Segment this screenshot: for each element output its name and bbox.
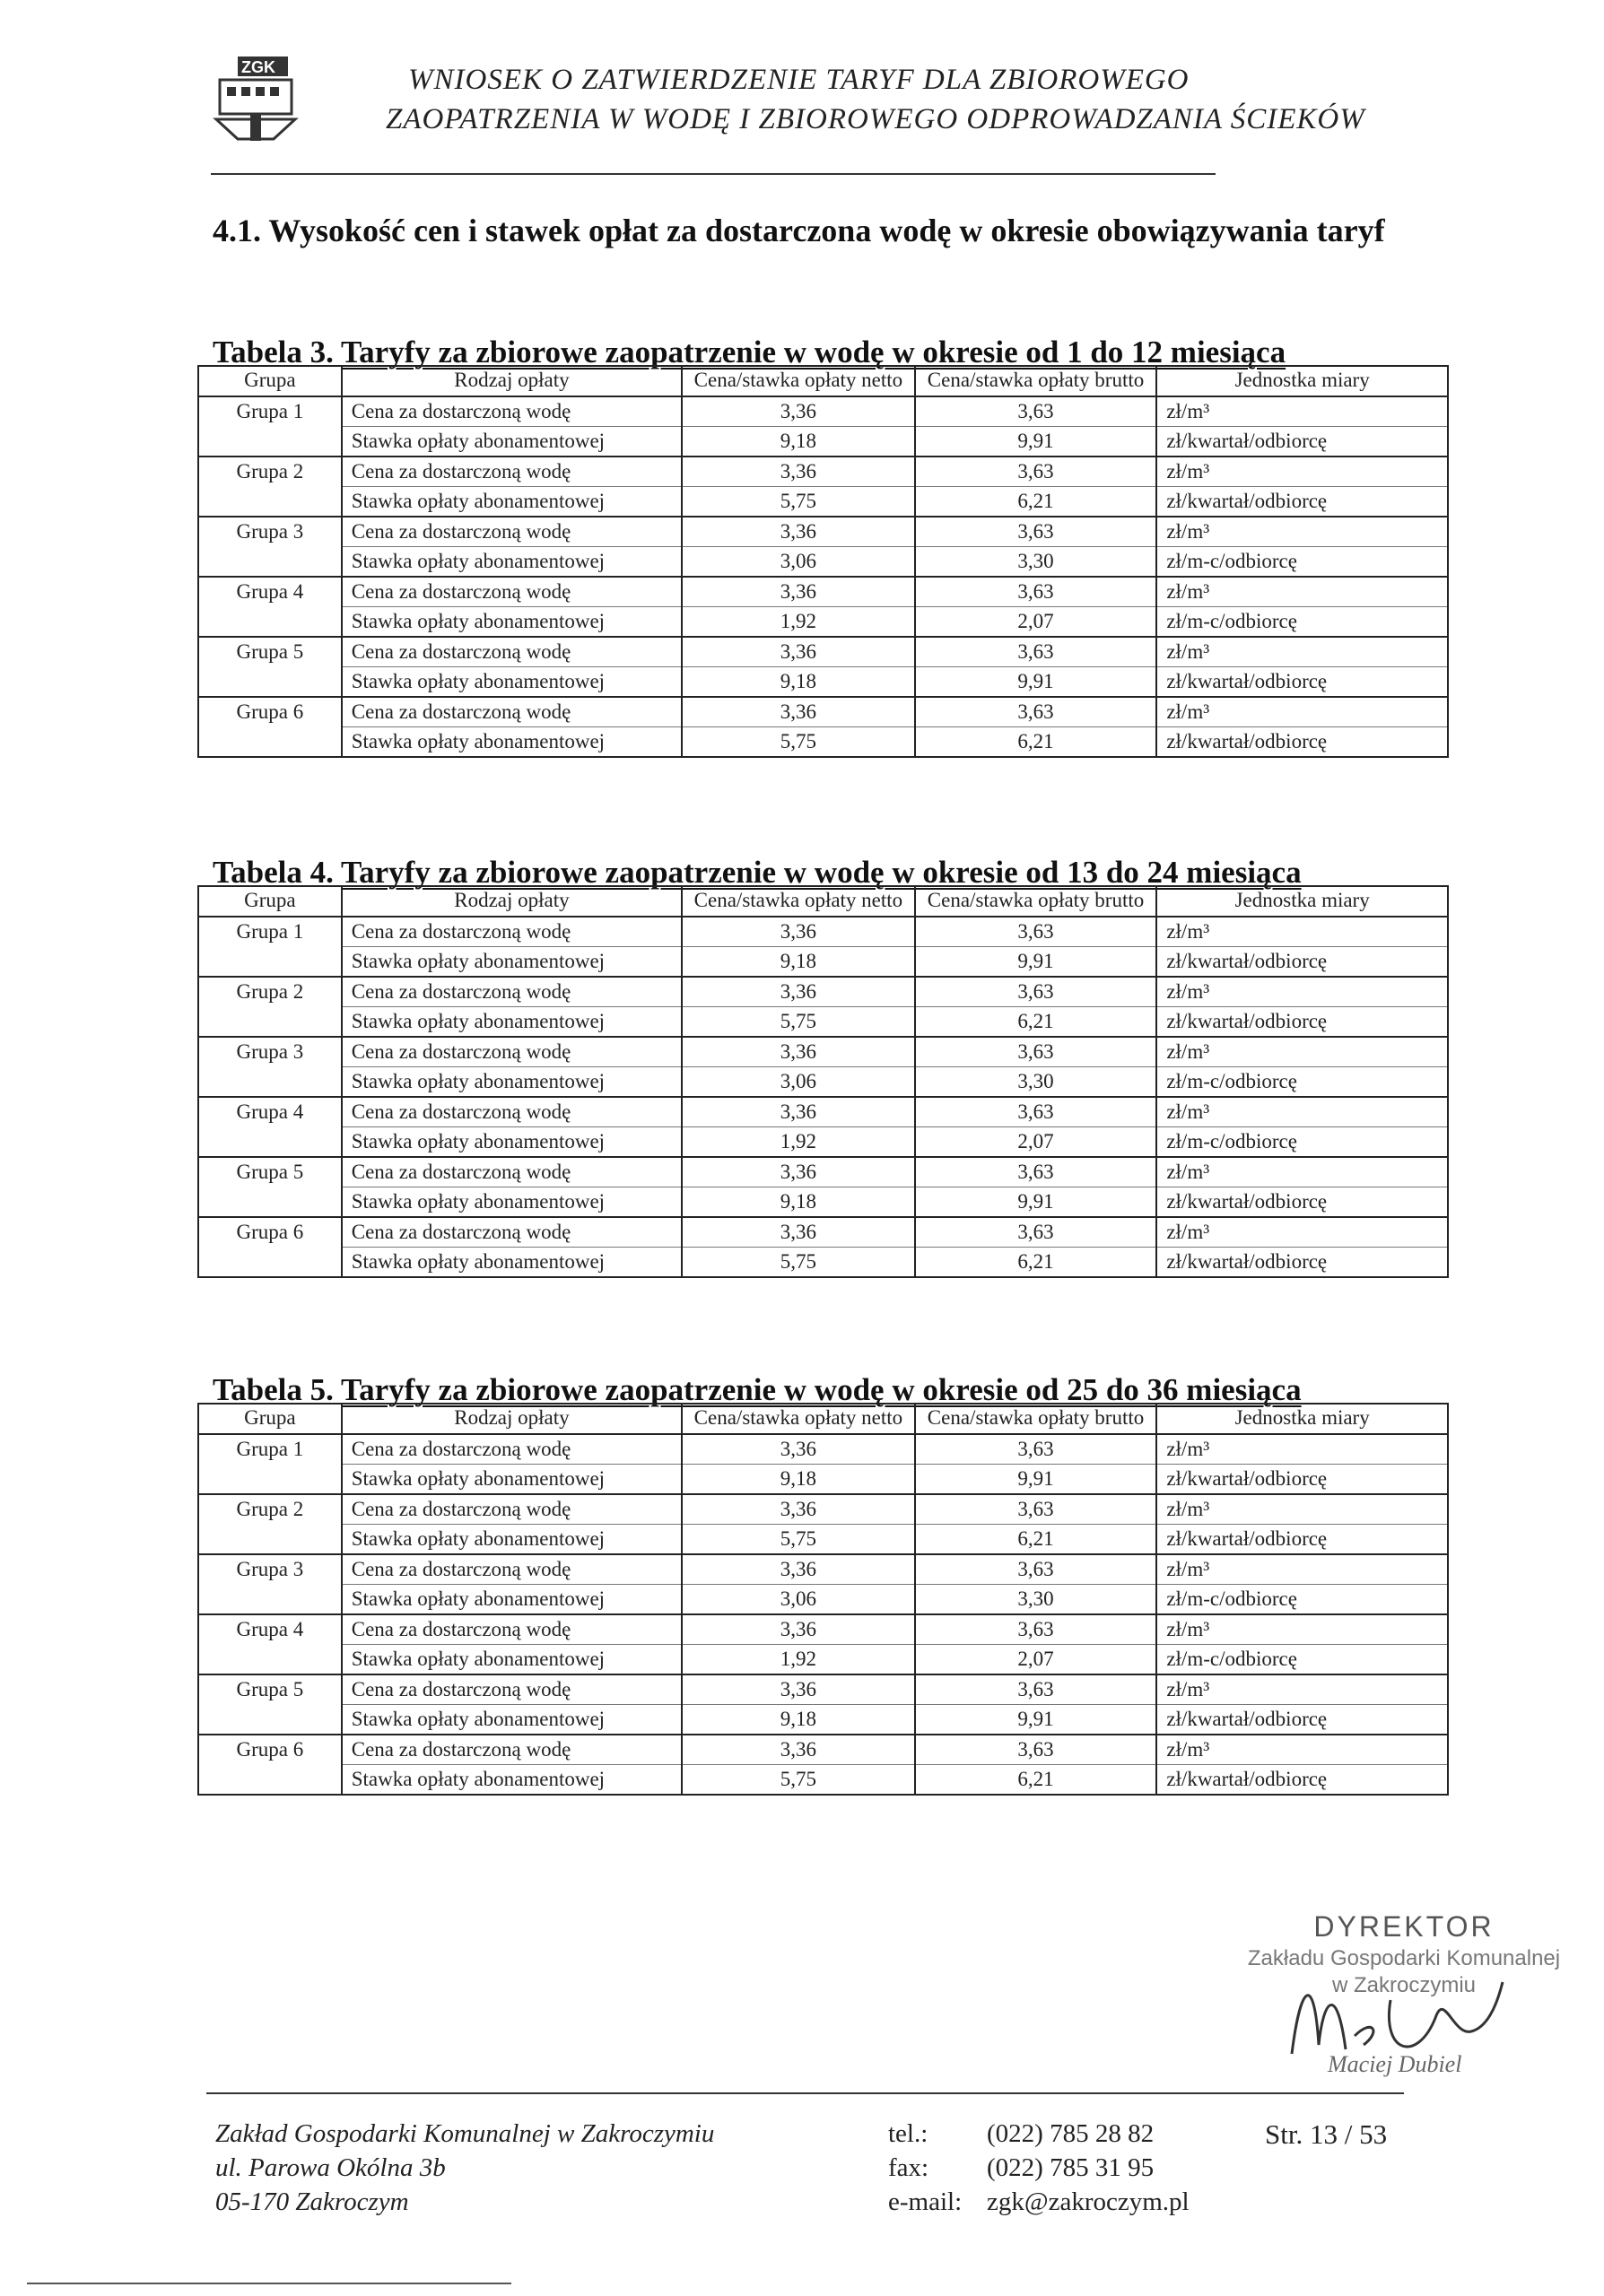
netto-cell: 3,36 xyxy=(682,1735,915,1765)
netto-cell: 3,06 xyxy=(682,1067,915,1098)
header-line-2: ZAOPATRZENIA W WODĘ I ZBIOROWEGO ODPROWADZANIA ŚCIEKÓW xyxy=(386,103,1365,135)
netto-cell: 3,36 xyxy=(682,697,915,727)
brutto-cell: 3,63 xyxy=(915,457,1157,487)
group-cell: Grupa 6 xyxy=(198,1735,342,1795)
company-name: Zakład Gospodarki Komunalnej w Zakroczymiu xyxy=(215,2119,715,2148)
brutto-cell: 6,21 xyxy=(915,1007,1157,1038)
column-header-kind: Rodzaj opłaty xyxy=(342,366,682,396)
netto-cell: 9,18 xyxy=(682,1187,915,1218)
table-row xyxy=(198,427,1448,457)
unit-cell: zł/m³ xyxy=(1156,1554,1448,1585)
table-row xyxy=(198,1157,1448,1187)
column-header-netto: Cena/stawka opłaty netto xyxy=(682,1404,915,1434)
netto-cell: 3,36 xyxy=(682,1037,915,1067)
svg-text:ZGK: ZGK xyxy=(241,58,275,76)
netto-cell: 3,36 xyxy=(682,1217,915,1248)
netto-cell: 9,18 xyxy=(682,427,915,457)
netto-cell: 9,18 xyxy=(682,1705,915,1735)
group-cell: Grupa 6 xyxy=(198,697,342,757)
brutto-cell: 3,63 xyxy=(915,517,1157,547)
netto-cell: 3,06 xyxy=(682,1585,915,1615)
fee-kind-cell: Cena za dostarczoną wodę xyxy=(342,517,682,547)
table-caption: Taryfy za zbiorowe zaopatrzenie w wodę w okresie od 1 do 12 miesiąca xyxy=(340,335,1286,370)
section-title: 4.1. Wysokość cen i stawek opłat za dostarczona wodę w okresie obowiązywania taryf xyxy=(213,213,1385,248)
fee-kind-cell: Stawka opłaty abonamentowej xyxy=(342,1525,682,1555)
group-cell: Grupa 2 xyxy=(198,977,342,1037)
brutto-cell: 2,07 xyxy=(915,1645,1157,1675)
unit-cell: zł/m³ xyxy=(1156,1614,1448,1645)
column-header-brutto: Cena/stawka opłaty brutto xyxy=(915,1404,1157,1434)
netto-cell: 5,75 xyxy=(682,1248,915,1278)
fee-kind-cell: Cena za dostarczoną wodę xyxy=(342,1217,682,1248)
table-row xyxy=(198,517,1448,547)
table-row xyxy=(198,607,1448,638)
fee-kind-cell: Stawka opłaty abonamentowej xyxy=(342,607,682,638)
unit-cell: zł/kwartał/odbiorcę xyxy=(1156,727,1448,758)
unit-cell: zł/m-c/odbiorcę xyxy=(1156,607,1448,638)
table-row xyxy=(198,1525,1448,1555)
unit-cell: zł/kwartał/odbiorcę xyxy=(1156,1465,1448,1495)
fee-kind-cell: Stawka opłaty abonamentowej xyxy=(342,1465,682,1495)
table-row xyxy=(198,697,1448,727)
table-row xyxy=(198,667,1448,698)
group-cell: Grupa 4 xyxy=(198,1614,342,1674)
netto-cell: 3,36 xyxy=(682,637,915,667)
header-line-1: WNIOSEK O ZATWIERDZENIE TARYF DLA ZBIOROWEGO xyxy=(408,64,1190,96)
group-cell: Grupa 4 xyxy=(198,577,342,637)
table-row xyxy=(198,727,1448,758)
netto-cell: 5,75 xyxy=(682,727,915,758)
table-row xyxy=(198,1554,1448,1585)
table-row xyxy=(198,1585,1448,1615)
unit-cell: zł/kwartał/odbiorcę xyxy=(1156,487,1448,517)
fax-label: fax: xyxy=(888,2153,929,2182)
fee-kind-cell: Cena za dostarczoną wodę xyxy=(342,1554,682,1585)
table-row xyxy=(198,1434,1448,1465)
table-row xyxy=(198,1097,1448,1127)
brutto-cell: 3,63 xyxy=(915,1097,1157,1127)
unit-cell: zł/kwartał/odbiorcę xyxy=(1156,1765,1448,1796)
unit-cell: zł/m-c/odbiorcę xyxy=(1156,547,1448,578)
document-header xyxy=(211,49,1431,175)
unit-cell: zł/m³ xyxy=(1156,637,1448,667)
table-row xyxy=(198,947,1448,978)
group-cell: Grupa 6 xyxy=(198,1217,342,1277)
fee-kind-cell: Stawka opłaty abonamentowej xyxy=(342,547,682,578)
table-row xyxy=(198,1217,1448,1248)
netto-cell: 5,75 xyxy=(682,1525,915,1555)
unit-cell: zł/m-c/odbiorcę xyxy=(1156,1585,1448,1615)
brutto-cell: 3,63 xyxy=(915,1434,1157,1465)
table-row xyxy=(198,1674,1448,1705)
netto-cell: 3,36 xyxy=(682,517,915,547)
fee-kind-cell: Cena za dostarczoną wodę xyxy=(342,1494,682,1525)
column-header-netto: Cena/stawka opłaty netto xyxy=(682,366,915,396)
brutto-cell: 3,63 xyxy=(915,1157,1157,1187)
group-cell: Grupa 5 xyxy=(198,1157,342,1217)
brutto-cell: 3,63 xyxy=(915,396,1157,427)
group-cell: Grupa 4 xyxy=(198,1097,342,1157)
unit-cell: zł/kwartał/odbiorcę xyxy=(1156,947,1448,978)
netto-cell: 3,36 xyxy=(682,977,915,1007)
footer-company xyxy=(215,2117,861,2219)
brutto-cell: 6,21 xyxy=(915,1525,1157,1555)
unit-cell: zł/m³ xyxy=(1156,1735,1448,1765)
fee-kind-cell: Stawka opłaty abonamentowej xyxy=(342,1187,682,1218)
table-label: Tabela 5. xyxy=(213,1372,334,1407)
brutto-cell: 9,91 xyxy=(915,667,1157,698)
director-stamp xyxy=(1238,1910,1570,2090)
table-row xyxy=(198,1037,1448,1067)
unit-cell: zł/m³ xyxy=(1156,577,1448,607)
netto-cell: 3,36 xyxy=(682,917,915,947)
column-header-unit: Jednostka miary xyxy=(1156,366,1448,396)
tariff-table xyxy=(197,885,1449,1278)
fee-kind-cell: Cena za dostarczoną wodę xyxy=(342,1674,682,1705)
brutto-cell: 9,91 xyxy=(915,1705,1157,1735)
fee-kind-cell: Cena za dostarczoną wodę xyxy=(342,917,682,947)
group-cell: Grupa 1 xyxy=(198,917,342,977)
netto-cell: 3,36 xyxy=(682,1494,915,1525)
fee-kind-cell: Cena za dostarczoną wodę xyxy=(342,1434,682,1465)
stamp-title: DYREKTOR xyxy=(1313,1910,1495,1943)
brutto-cell: 3,63 xyxy=(915,1494,1157,1525)
table-row xyxy=(198,487,1448,517)
bottom-divider xyxy=(27,2283,511,2284)
netto-cell: 3,06 xyxy=(682,547,915,578)
netto-cell: 3,36 xyxy=(682,1157,915,1187)
table-row xyxy=(198,1187,1448,1218)
unit-cell: zł/kwartał/odbiorcę xyxy=(1156,1007,1448,1038)
unit-cell: zł/kwartał/odbiorcę xyxy=(1156,1705,1448,1735)
table-row xyxy=(198,1645,1448,1675)
company-city: 05-170 Zakroczym xyxy=(215,2187,409,2216)
company-street: ul. Parowa Okólna 3b xyxy=(215,2153,446,2182)
tel-value: (022) 785 28 82 xyxy=(987,2119,1155,2148)
stamp-line-1: Zakładu Gospodarki Komunalnej xyxy=(1247,1946,1561,1970)
brutto-cell: 6,21 xyxy=(915,487,1157,517)
netto-cell: 3,36 xyxy=(682,1434,915,1465)
table-row xyxy=(198,1465,1448,1495)
unit-cell: zł/m³ xyxy=(1156,1434,1448,1465)
unit-cell: zł/kwartał/odbiorcę xyxy=(1156,427,1448,457)
brutto-cell: 2,07 xyxy=(915,607,1157,638)
column-header-kind: Rodzaj opłaty xyxy=(342,1404,682,1434)
unit-cell: zł/m³ xyxy=(1156,1157,1448,1187)
brutto-cell: 3,63 xyxy=(915,1674,1157,1705)
column-header-brutto: Cena/stawka opłaty brutto xyxy=(915,886,1157,917)
handwritten-signature xyxy=(1274,1946,1525,2081)
netto-cell: 3,36 xyxy=(682,1674,915,1705)
brutto-cell: 3,63 xyxy=(915,1037,1157,1067)
group-cell: Grupa 2 xyxy=(198,457,342,517)
column-header-netto: Cena/stawka opłaty netto xyxy=(682,886,915,917)
fee-kind-cell: Stawka opłaty abonamentowej xyxy=(342,947,682,978)
group-cell: Grupa 3 xyxy=(198,517,342,577)
zgk-logo xyxy=(211,49,301,148)
tariff-table xyxy=(197,365,1449,758)
fee-kind-cell: Stawka opłaty abonamentowej xyxy=(342,1248,682,1278)
table-row xyxy=(198,1494,1448,1525)
table-label: Tabela 4. xyxy=(213,855,334,890)
netto-cell: 3,36 xyxy=(682,396,915,427)
unit-cell: zł/kwartał/odbiorcę xyxy=(1156,1187,1448,1218)
column-header-group: Grupa xyxy=(198,886,342,917)
brutto-cell: 2,07 xyxy=(915,1127,1157,1158)
brutto-cell: 3,30 xyxy=(915,547,1157,578)
netto-cell: 1,92 xyxy=(682,607,915,638)
footer-divider xyxy=(206,2092,1404,2094)
unit-cell: zł/m-c/odbiorcę xyxy=(1156,1067,1448,1098)
fee-kind-cell: Stawka opłaty abonamentowej xyxy=(342,1585,682,1615)
group-cell: Grupa 5 xyxy=(198,1674,342,1735)
fee-kind-cell: Cena za dostarczoną wodę xyxy=(342,1614,682,1645)
netto-cell: 3,36 xyxy=(682,457,915,487)
unit-cell: zł/m³ xyxy=(1156,1097,1448,1127)
email-label: e-mail: xyxy=(888,2187,963,2216)
fax-value: (022) 785 31 95 xyxy=(987,2153,1155,2182)
fee-kind-cell: Cena za dostarczoną wodę xyxy=(342,1157,682,1187)
fee-kind-cell: Stawka opłaty abonamentowej xyxy=(342,1645,682,1675)
netto-cell: 5,75 xyxy=(682,1765,915,1796)
netto-cell: 9,18 xyxy=(682,947,915,978)
brutto-cell: 3,63 xyxy=(915,697,1157,727)
netto-cell: 3,36 xyxy=(682,577,915,607)
table-label: Tabela 3. xyxy=(213,335,334,370)
fee-kind-cell: Cena za dostarczoną wodę xyxy=(342,1037,682,1067)
brutto-cell: 3,63 xyxy=(915,577,1157,607)
header-title xyxy=(386,60,1485,139)
brutto-cell: 3,63 xyxy=(915,917,1157,947)
netto-cell: 5,75 xyxy=(682,1007,915,1038)
unit-cell: zł/m³ xyxy=(1156,1037,1448,1067)
table-row xyxy=(198,1614,1448,1645)
table-row xyxy=(198,1127,1448,1158)
unit-cell: zł/m³ xyxy=(1156,1217,1448,1248)
table-header-row xyxy=(198,366,1448,396)
table-caption: Taryfy za zbiorowe zaopatrzenie w wodę w okresie od 25 do 36 miesiąca xyxy=(340,1372,1302,1407)
page-number: Str. 13 / 53 xyxy=(1265,2118,1388,2150)
column-header-group: Grupa xyxy=(198,366,342,396)
fee-kind-cell: Stawka opłaty abonamentowej xyxy=(342,1007,682,1038)
brutto-cell: 3,63 xyxy=(915,637,1157,667)
brutto-cell: 9,91 xyxy=(915,1187,1157,1218)
table-row xyxy=(198,457,1448,487)
column-header-brutto: Cena/stawka opłaty brutto xyxy=(915,366,1157,396)
netto-cell: 1,92 xyxy=(682,1127,915,1158)
table-row xyxy=(198,637,1448,667)
netto-cell: 1,92 xyxy=(682,1645,915,1675)
brutto-cell: 9,91 xyxy=(915,947,1157,978)
group-cell: Grupa 2 xyxy=(198,1494,342,1554)
table-header-row xyxy=(198,1404,1448,1434)
table-row xyxy=(198,1067,1448,1098)
brutto-cell: 3,63 xyxy=(915,1554,1157,1585)
unit-cell: zł/m³ xyxy=(1156,697,1448,727)
brutto-cell: 3,30 xyxy=(915,1585,1157,1615)
unit-cell: zł/m-c/odbiorcę xyxy=(1156,1645,1448,1675)
header-divider xyxy=(211,173,1216,175)
brutto-cell: 3,30 xyxy=(915,1067,1157,1098)
stamp-line-2: w Zakroczymiu xyxy=(1331,1973,1477,1997)
fee-kind-cell: Cena za dostarczoną wodę xyxy=(342,1097,682,1127)
table-row xyxy=(198,1705,1448,1735)
fee-kind-cell: Stawka opłaty abonamentowej xyxy=(342,1705,682,1735)
unit-cell: zł/kwartał/odbiorcę xyxy=(1156,1248,1448,1278)
table-row xyxy=(198,1765,1448,1796)
group-cell: Grupa 5 xyxy=(198,637,342,697)
column-header-kind: Rodzaj opłaty xyxy=(342,886,682,917)
fee-kind-cell: Cena za dostarczoną wodę xyxy=(342,637,682,667)
unit-cell: zł/m³ xyxy=(1156,917,1448,947)
table-row xyxy=(198,1007,1448,1038)
fee-kind-cell: Stawka opłaty abonamentowej xyxy=(342,1067,682,1098)
table-row xyxy=(198,577,1448,607)
fee-kind-cell: Cena za dostarczoną wodę xyxy=(342,977,682,1007)
email-value[interactable]: zgk@zakroczym.pl xyxy=(987,2187,1190,2216)
group-cell: Grupa 3 xyxy=(198,1037,342,1097)
fee-kind-cell: Stawka opłaty abonamentowej xyxy=(342,1765,682,1796)
brutto-cell: 3,63 xyxy=(915,977,1157,1007)
footer-contact xyxy=(888,2117,1190,2219)
table-row xyxy=(198,977,1448,1007)
fee-kind-cell: Cena za dostarczoną wodę xyxy=(342,697,682,727)
table-row xyxy=(198,917,1448,947)
tel-label: tel.: xyxy=(888,2119,928,2148)
column-header-unit: Jednostka miary xyxy=(1156,1404,1448,1434)
brutto-cell: 3,63 xyxy=(915,1735,1157,1765)
brutto-cell: 6,21 xyxy=(915,727,1157,758)
unit-cell: zł/m³ xyxy=(1156,457,1448,487)
netto-cell: 3,36 xyxy=(682,1614,915,1645)
netto-cell: 9,18 xyxy=(682,667,915,698)
table-caption: Taryfy za zbiorowe zaopatrzenie w wodę w okresie od 13 do 24 miesiąca xyxy=(340,855,1302,890)
table-row xyxy=(198,1248,1448,1278)
column-header-unit: Jednostka miary xyxy=(1156,886,1448,917)
unit-cell: zł/m³ xyxy=(1156,396,1448,427)
tariff-table xyxy=(197,1403,1449,1796)
unit-cell: zł/m³ xyxy=(1156,1674,1448,1705)
fee-kind-cell: Cena za dostarczoną wodę xyxy=(342,1735,682,1765)
fee-kind-cell: Cena za dostarczoną wodę xyxy=(342,457,682,487)
fee-kind-cell: Cena za dostarczoną wodę xyxy=(342,396,682,427)
column-header-group: Grupa xyxy=(198,1404,342,1434)
unit-cell: zł/kwartał/odbiorcę xyxy=(1156,667,1448,698)
group-cell: Grupa 1 xyxy=(198,396,342,457)
fee-kind-cell: Cena za dostarczoną wodę xyxy=(342,577,682,607)
unit-cell: zł/m³ xyxy=(1156,517,1448,547)
unit-cell: zł/m³ xyxy=(1156,977,1448,1007)
fee-kind-cell: Stawka opłaty abonamentowej xyxy=(342,667,682,698)
netto-cell: 3,36 xyxy=(682,1554,915,1585)
brutto-cell: 9,91 xyxy=(915,427,1157,457)
fee-kind-cell: Stawka opłaty abonamentowej xyxy=(342,427,682,457)
table-row xyxy=(198,1735,1448,1765)
group-cell: Grupa 3 xyxy=(198,1554,342,1614)
brutto-cell: 3,63 xyxy=(915,1614,1157,1645)
brutto-cell: 6,21 xyxy=(915,1248,1157,1278)
table-header-row xyxy=(198,886,1448,917)
fee-kind-cell: Stawka opłaty abonamentowej xyxy=(342,727,682,758)
fee-kind-cell: Stawka opłaty abonamentowej xyxy=(342,1127,682,1158)
netto-cell: 3,36 xyxy=(682,1097,915,1127)
table-row xyxy=(198,547,1448,578)
table-row xyxy=(198,396,1448,427)
brutto-cell: 9,91 xyxy=(915,1465,1157,1495)
group-cell: Grupa 1 xyxy=(198,1434,342,1494)
brutto-cell: 6,21 xyxy=(915,1765,1157,1796)
stamp-signature-name: Maciej Dubiel xyxy=(1328,2051,1462,2077)
unit-cell: zł/m-c/odbiorcę xyxy=(1156,1127,1448,1158)
netto-cell: 9,18 xyxy=(682,1465,915,1495)
unit-cell: zł/kwartał/odbiorcę xyxy=(1156,1525,1448,1555)
netto-cell: 5,75 xyxy=(682,487,915,517)
fee-kind-cell: Stawka opłaty abonamentowej xyxy=(342,487,682,517)
unit-cell: zł/m³ xyxy=(1156,1494,1448,1525)
brutto-cell: 3,63 xyxy=(915,1217,1157,1248)
